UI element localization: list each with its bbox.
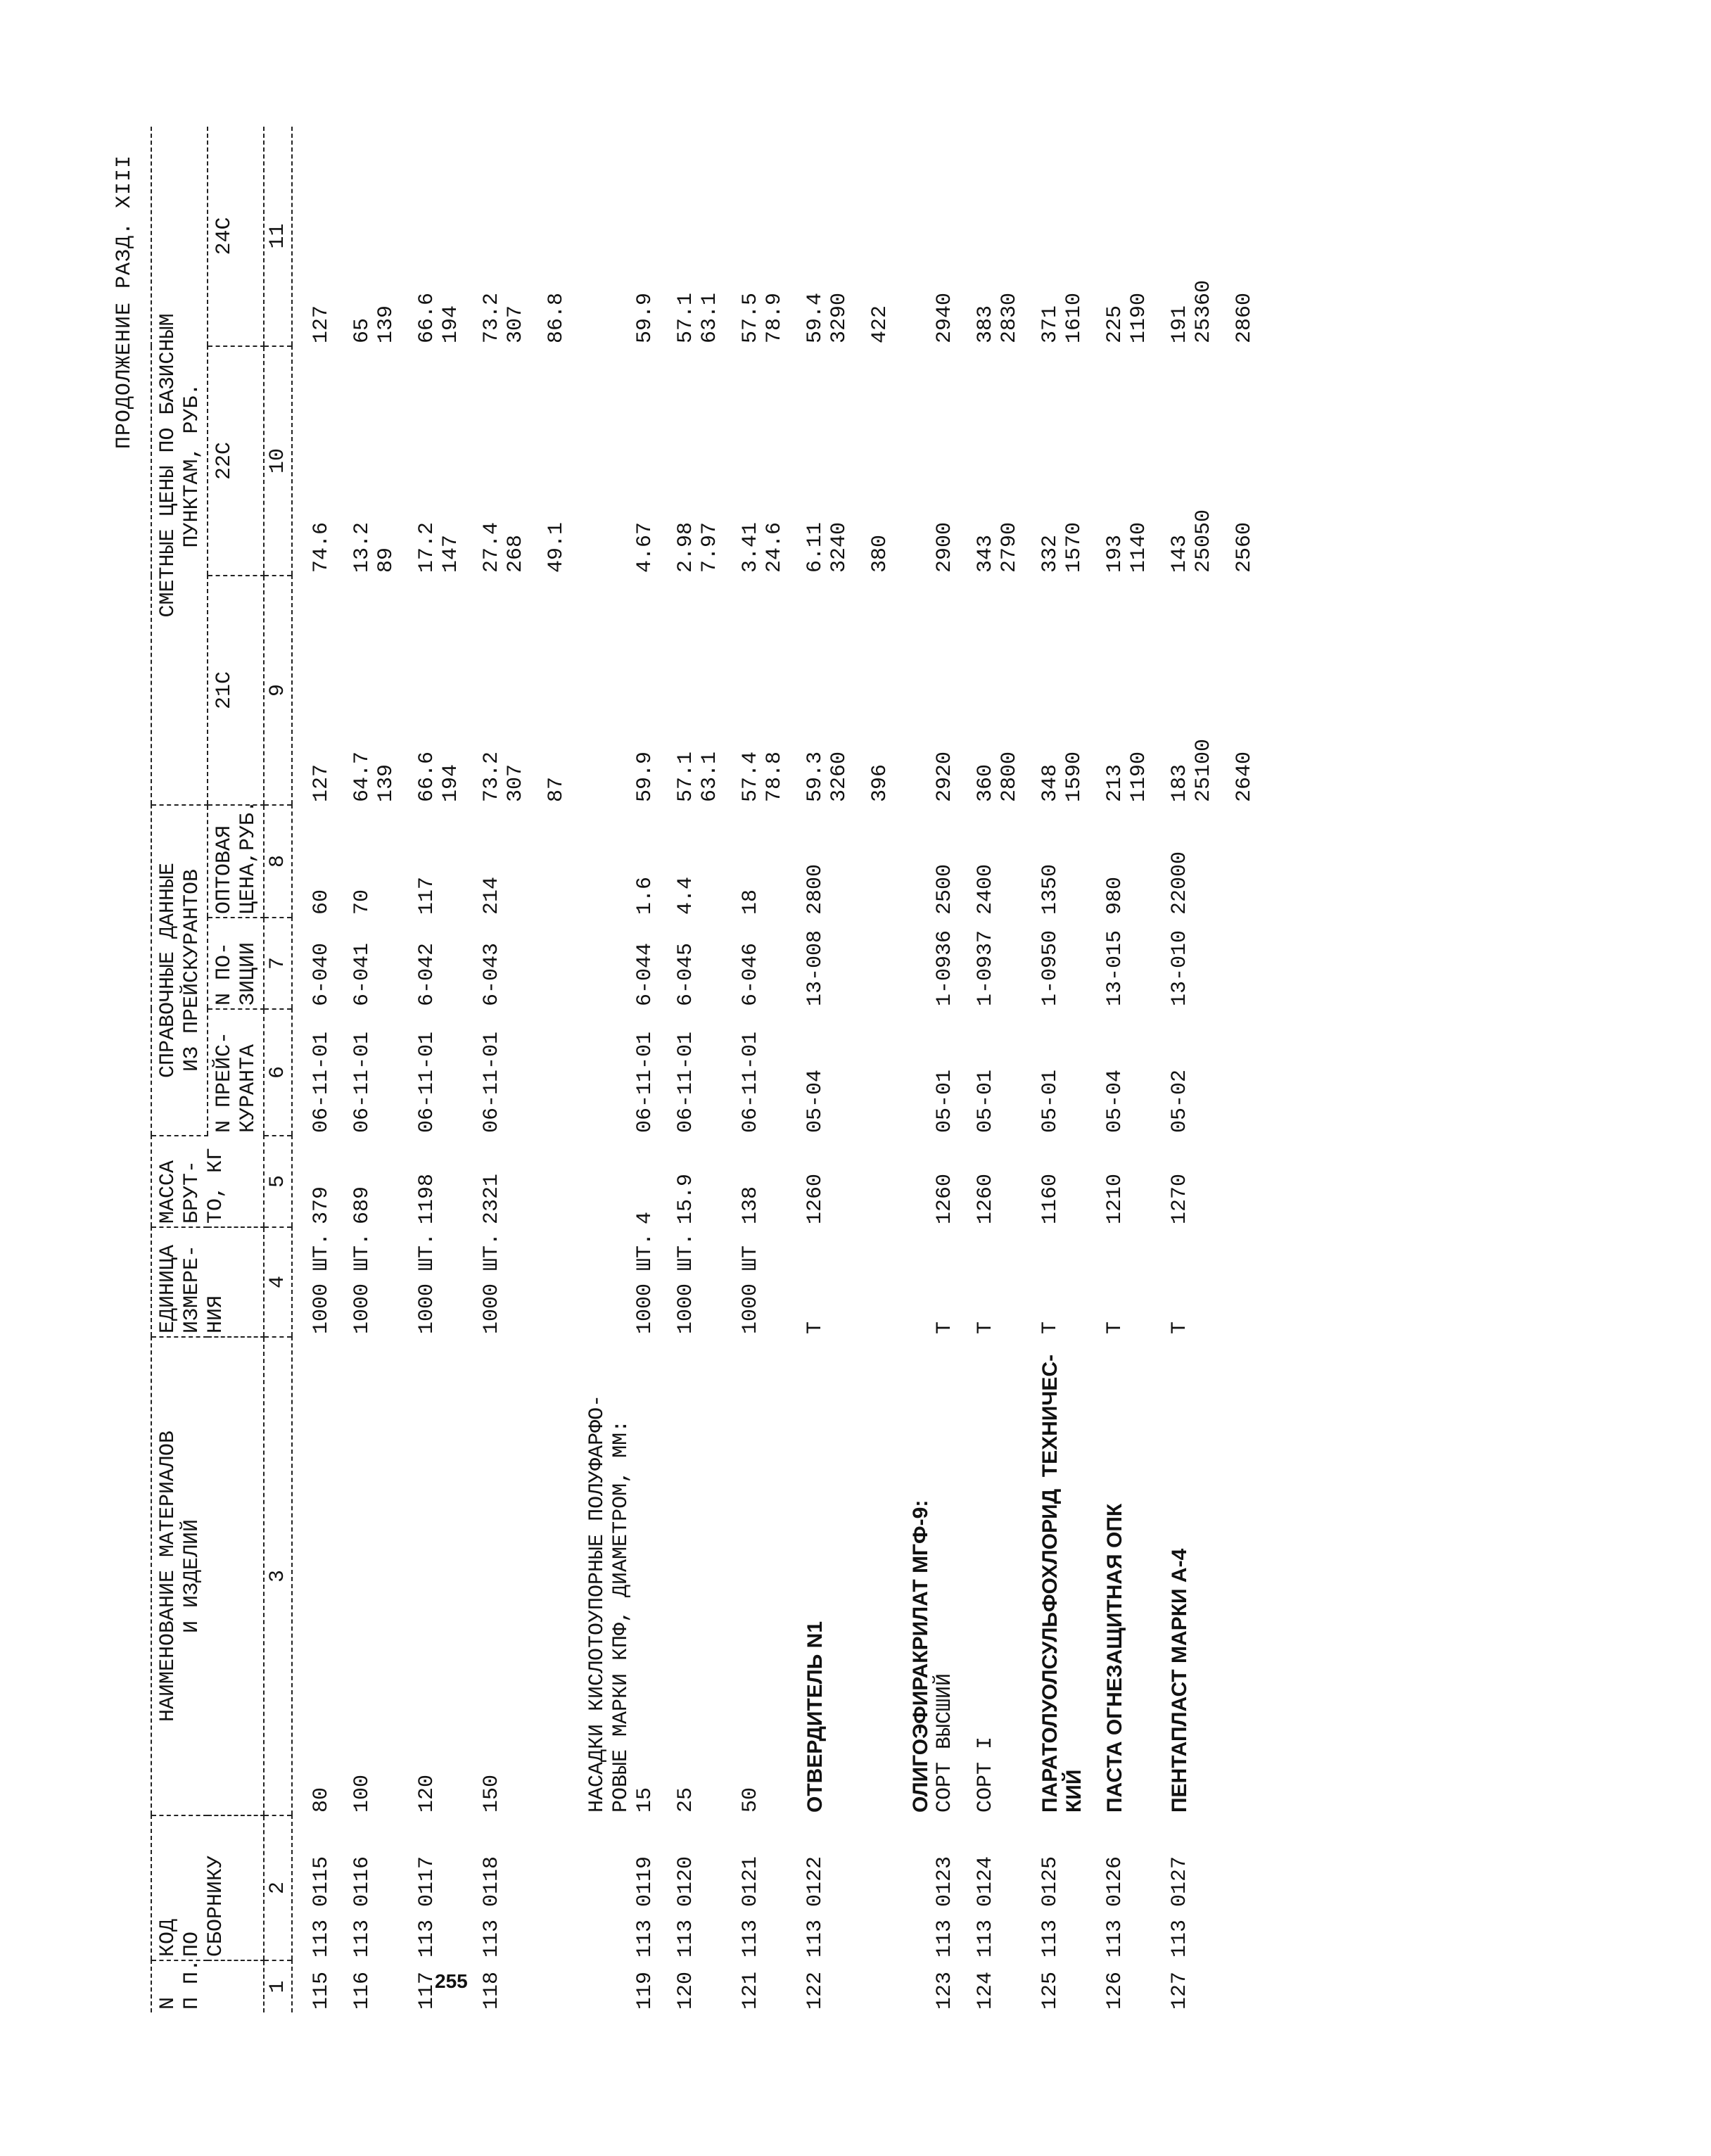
cell-position: 1-0937 [974,930,998,1006]
table-row [292,127,333,2012]
cell-p21: 360 2800 [974,751,1022,802]
cell-p22: 2900 [933,521,957,573]
cell-mass [1216,1136,1257,1227]
cell-p24: 59.9 [633,292,657,343]
prices-group-header: СМЕТНЫЕ ЦЕНЫ ПО БАЗИСНЫМ ПУНКТАМ, РУБ. [151,127,208,805]
column-number: 10 [264,346,292,576]
column-number: 9 [264,576,292,805]
table-row [933,127,957,2012]
table-row [957,127,1022,2012]
cell-mass: 1260 [803,1173,827,1224]
cell-num: 125 [1038,1971,1062,2010]
cell-unit [528,1227,568,1337]
cell-wholesale: 1.6 [633,876,657,915]
cell-unit: Т [933,1321,957,1334]
col-code-header: КОД ПО СБОРНИКУ [151,1815,264,1960]
cell-p24: 86.8 [545,292,568,343]
col-position-header: N ПО- ЗИЦИИ [208,918,264,1009]
cell-name: 150 [480,1774,504,1813]
cell-p21: 127 [310,763,333,802]
cell-position [851,918,892,1009]
cell-wholesale: 2800 [803,863,827,915]
cell-position: 6-043 [480,942,504,1006]
cell-position: 6-045 [674,942,698,1006]
cell-mass: 2321 [480,1173,504,1224]
cell-pricelist: 06-11-01 [310,1031,333,1133]
cell-p24: 57.5 78.9 [739,292,787,343]
cell-wholesale: 980 [1103,876,1127,915]
cell-pricelist: 05-01 [933,1069,957,1133]
cell-pricelist [851,1009,892,1136]
cell-unit: Т [1038,1321,1062,1334]
cell-p24: 2940 [933,292,957,343]
cell-code: 113 0119 [633,1856,657,1958]
cell-num [1216,1960,1257,2012]
column-number: 6 [264,1009,292,1136]
cell-wholesale: 70 [350,889,374,915]
cell-p21: 66.6 194 [415,751,463,802]
cell-wholesale: 1350 [1038,863,1062,915]
cell-name: ПАСТА ОГНЕЗАЩИТНАЯ ОПК [1103,1503,1126,1813]
cell-num: 115 [310,1971,333,2010]
cell-p24: 59.4 3290 [803,292,851,343]
cell-position: 6-044 [633,942,657,1006]
cell-code: 113 0126 [1103,1856,1127,1958]
cell-p22: 2560 [1233,521,1257,573]
cell-pricelist: 05-04 [803,1069,827,1133]
cell-position: 1-0950 [1038,930,1062,1006]
cell-name: ОТВЕРДИТЕЛЬ N1 [803,1621,827,1813]
cell-p24: 73.2 307 [480,292,528,343]
cell-pricelist: 06-11-01 [674,1031,698,1133]
cell-wholesale: 22000 [1168,851,1192,915]
cell-p22: 2.98 7.97 [674,521,722,573]
table-row [463,127,528,2012]
cell-code: 113 0120 [674,1856,698,1958]
cell-mass: 1260 [974,1173,998,1224]
ref-group-header: СПРАВОЧНЫЕ ДАННЫЕ ИЗ ПРЕЙСКУРАНТОВ [151,805,208,1136]
cell-num: 120 [674,1971,698,2010]
cell-p21: 59.3 3260 [803,751,851,802]
cell-wholesale [528,805,568,918]
cell-position [1216,918,1257,1009]
cell-code: 113 0117 [415,1856,439,1958]
cell-unit: Т [1168,1321,1192,1334]
cell-position: 13-008 [803,930,827,1006]
cell-position: 6-046 [739,942,763,1006]
cell-mass: 1198 [415,1173,439,1224]
cell-p22: 380 [868,534,892,573]
cell-pricelist: 05-02 [1168,1069,1192,1133]
cell-p24: 422 [868,305,892,343]
col-pricelist-header: N ПРЕЙС- КУРАНТА [208,1009,264,1136]
column-number: 2 [264,1815,292,1960]
cell-mass: 1160 [1038,1173,1062,1224]
cell-name: 25 [674,1787,698,1813]
cell-name: 80 [310,1787,333,1813]
cell-unit: 1000 ШТ [739,1245,763,1334]
cell-name: 15 [633,1787,657,1813]
cell-p24: 65 139 [350,305,398,343]
cell-position: 6-041 [350,942,374,1006]
cell-code: 113 0116 [350,1856,374,1958]
cell-num: 122 [803,1971,827,2010]
table-row [1151,127,1216,2012]
cell-p22: 27.4 268 [480,521,528,573]
cell-wholesale: 18 [739,889,763,915]
cell-p24: 66.6 194 [415,292,463,343]
cell-p21: 73.2 307 [480,751,528,802]
group-heading: ОЛИГОЭФИРАКРИЛАТ МГФ-9: [909,1499,932,1813]
cell-unit: 1000 ШТ. [633,1232,657,1334]
cell-pricelist: 06-11-01 [480,1031,504,1133]
cell-mass: 4 [633,1211,657,1224]
cell-wholesale [851,805,892,918]
cell-p22: 3.41 24.6 [739,521,787,573]
col-22c-header: 22С [208,346,264,576]
cell-name: ПАРАТОЛУОЛСУЛЬФОХЛОРИД ТЕХНИЧЕС- КИЙ [1038,1354,1086,1813]
cell-num: 126 [1103,1971,1127,2010]
cell-position: 13-010 [1168,930,1192,1006]
cell-name: СОРТ I [974,1736,998,1813]
cell-pricelist: 06-11-01 [633,1031,657,1133]
column-number: 11 [264,127,292,346]
cell-name [528,1337,568,1815]
cell-p24: 371 1610 [1038,292,1086,343]
cell-num: 119 [633,1971,657,2010]
cell-code: 113 0123 [933,1856,957,1958]
cell-position: 6-040 [310,942,333,1006]
cell-mass [851,1136,892,1227]
header-row-top [151,127,208,2012]
cell-p22: 143 25050 [1168,509,1216,573]
table-row [657,127,722,2012]
cell-num: 127 [1168,1971,1192,2010]
cell-p21: 59.9 [633,751,657,802]
cell-p21: 183 25100 [1168,738,1216,802]
cell-unit: 1000 ШТ. [350,1232,374,1334]
cell-name [851,1337,892,1815]
cell-code: 113 0122 [803,1856,827,1958]
cell-code [851,1815,892,1960]
cell-code: 113 0127 [1168,1856,1192,1958]
col-24c-header: 24С [208,127,264,346]
table-row [528,127,568,2012]
cell-p21: 396 [868,763,892,802]
cell-mass: 1270 [1168,1173,1192,1224]
cell-mass: 379 [310,1186,333,1224]
cell-p22: 332 1570 [1038,521,1086,573]
cell-p21: 2920 [933,751,957,802]
cell-p21: 57.1 63.1 [674,751,722,802]
cell-position: 1-0936 [933,930,957,1006]
cell-unit: 1000 ШТ. [480,1232,504,1334]
cell-num: 121 [739,1971,763,2010]
cell-mass: 689 [350,1186,374,1224]
cell-pricelist: 05-01 [1038,1069,1062,1133]
cell-p21: 213 1190 [1103,751,1151,802]
cell-pricelist [1216,1009,1257,1136]
cell-position [528,918,568,1009]
group-heading-row [892,127,933,2012]
column-numbers-row [264,127,292,2012]
cell-pricelist: 06-11-01 [415,1031,439,1133]
table-body [292,127,1257,2012]
cell-unit: Т [1103,1321,1127,1334]
cell-unit: Т [803,1321,827,1334]
cell-code: 113 0125 [1038,1856,1062,1958]
cell-pricelist: 05-01 [974,1069,998,1133]
cell-p24: 191 25360 [1168,279,1216,343]
cell-wholesale [1216,805,1257,918]
cell-code: 113 0124 [974,1856,998,1958]
cell-pricelist: 06-11-01 [739,1031,763,1133]
cell-p24: 383 2830 [974,292,1022,343]
cell-p21: 64.7 139 [350,751,398,802]
price-table [151,127,1257,2012]
column-number: 4 [264,1227,292,1337]
cell-pricelist [528,1009,568,1136]
col-mass-header: МАССА БРУТ- ТО, КГ [151,1136,264,1227]
cell-name: 100 [350,1774,374,1813]
cell-code: 113 0115 [310,1856,333,1958]
column-number: 1 [264,1960,292,2012]
table-row [851,127,892,2012]
cell-p22: 4.67 [633,521,657,573]
cell-position: 6-042 [415,942,439,1006]
cell-wholesale: 2500 [933,863,957,915]
cell-num: 117 [415,1971,439,2010]
cell-p22: 74.6 [310,521,333,573]
cell-unit: 1000 ШТ. [674,1232,698,1334]
table-row [722,127,787,2012]
col-21c-header: 21С [208,576,264,805]
cell-pricelist: 05-04 [1103,1069,1127,1133]
cell-num: 116 [350,1971,374,2010]
cell-position: 13-015 [1103,930,1127,1006]
cell-num: 123 [933,1971,957,2010]
cell-wholesale: 2400 [974,863,998,915]
cell-code: 113 0118 [480,1856,504,1958]
group-heading: НАСАДКИ КИСЛОТОУПОРНЫЕ ПОЛУФАРФО- РОВЫЕ МАРКИ КПФ, ДИАМЕТРОМ, ММ: [585,1394,633,1813]
cell-p22: 17.2 147 [415,521,463,573]
table-row [333,127,398,2012]
cell-unit: Т [974,1321,998,1334]
table-row [1022,127,1086,2012]
cell-wholesale: 60 [310,889,333,915]
cell-unit: 1000 ШТ. [310,1232,333,1334]
cell-num: 118 [480,1971,504,2010]
cell-mass: 1210 [1103,1173,1127,1224]
page-number: 255 [435,1970,468,1992]
cell-p21: 87 [545,776,568,802]
group-heading-row [568,127,633,2012]
cell-name [1216,1337,1257,1815]
col-num-header: N П П. [151,1960,264,2012]
cell-wholesale: 117 [415,876,439,915]
cell-code [1216,1815,1257,1960]
cell-p22: 13.2 89 [350,521,398,573]
column-number: 5 [264,1136,292,1227]
cell-name: СОРТ ВЫСШИЙ [933,1673,957,1813]
cell-num [528,1960,568,2012]
cell-code [528,1815,568,1960]
cell-p21: 348 1590 [1038,751,1086,802]
col-wholesale-header: ОПТОВАЯ ЦЕНА,РУБ. [208,805,264,918]
cell-wholesale: 214 [480,876,504,915]
cell-unit [1216,1227,1257,1337]
table-row [633,127,657,2012]
cell-code: 113 0121 [739,1856,763,1958]
cell-unit: 1000 ШТ. [415,1232,439,1334]
cell-name: 120 [415,1774,439,1813]
cell-p22: 193 1140 [1103,521,1151,573]
cell-p24: 127 [310,305,333,343]
cell-num: 124 [974,1971,998,2010]
cell-num [851,1960,892,2012]
cell-p24: 225 1190 [1103,292,1151,343]
cell-mass: 138 [739,1186,763,1224]
cell-pricelist: 06-11-01 [350,1031,374,1133]
rotated-table-sheet [113,127,1555,2012]
column-number: 7 [264,918,292,1009]
cell-p22: 343 2790 [974,521,1022,573]
cell-p22: 6.11 3240 [803,521,851,573]
cell-p24: 2860 [1233,292,1257,343]
col-unit-header: ЕДИНИЦА ИЗМЕРЕ- НИЯ [151,1227,264,1337]
col-name-header: НАИМЕНОВАНИЕ МАТЕРИАЛОВ И ИЗДЕЛИЙ [151,1337,264,1815]
cell-name: ПЕНТАПЛАСТ МАРКИ А-4 [1168,1548,1191,1813]
cell-name: 50 [739,1787,763,1813]
column-number: 8 [264,805,292,918]
table-row [398,127,463,2012]
cell-wholesale: 4.4 [674,876,698,915]
table-row [1086,127,1151,2012]
column-number: 3 [264,1337,292,1815]
cell-mass: 1260 [933,1173,957,1224]
table-row [787,127,851,2012]
cell-p22: 49.1 [545,521,568,573]
cell-p21: 2640 [1233,751,1257,802]
continuation-title: ПРОДОЛЖЕНИЕ РАЗД. XIII [113,155,136,450]
table-row [1216,127,1257,2012]
cell-mass [528,1136,568,1227]
cell-p24: 57.1 63.1 [674,292,722,343]
cell-p21: 57.4 78.8 [739,751,787,802]
cell-mass: 15.9 [674,1173,698,1224]
cell-unit [851,1227,892,1337]
